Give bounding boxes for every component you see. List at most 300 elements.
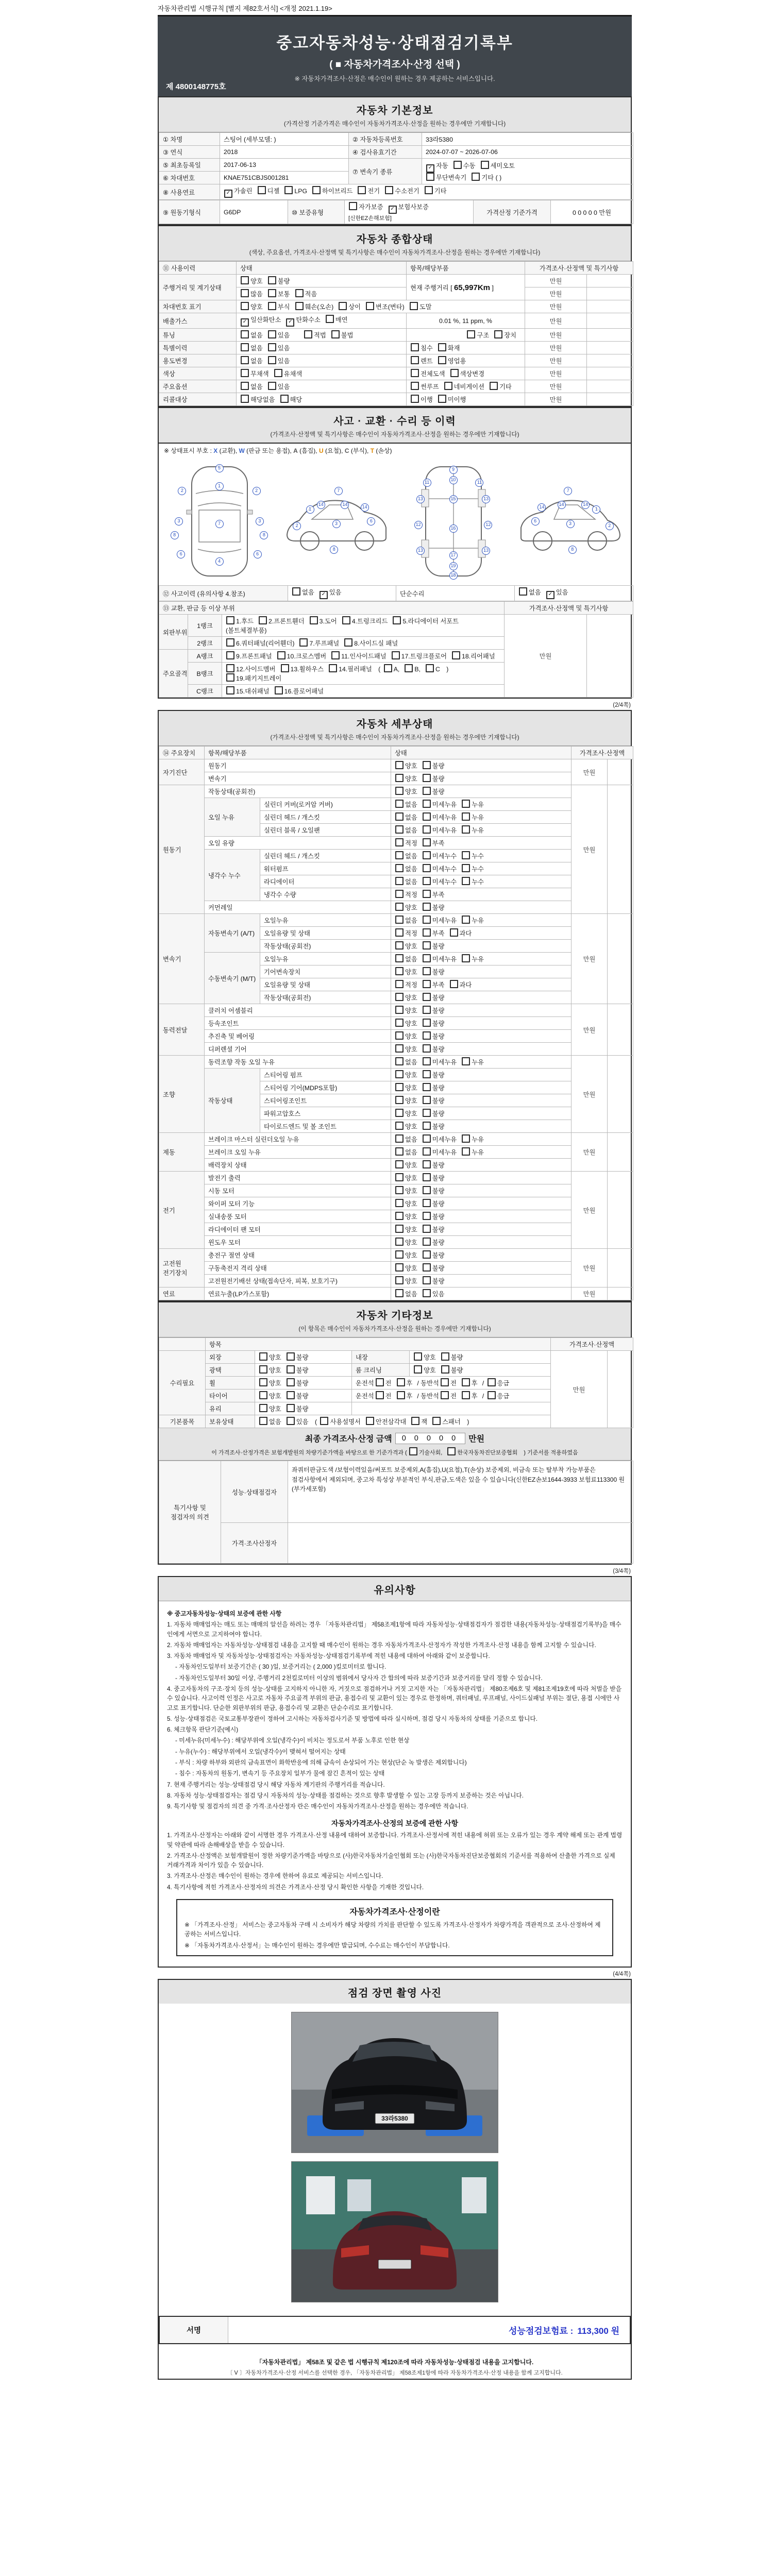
checkbox[interactable] bbox=[395, 1250, 404, 1259]
main-option-state[interactable] bbox=[237, 380, 407, 393]
state-options[interactable] bbox=[391, 1249, 572, 1262]
checkbox[interactable] bbox=[423, 1263, 431, 1272]
checkbox[interactable] bbox=[395, 993, 404, 1001]
checkbox[interactable] bbox=[295, 302, 304, 310]
fuel-options[interactable] bbox=[220, 184, 633, 200]
checkbox[interactable] bbox=[395, 890, 404, 898]
checkbox[interactable] bbox=[452, 651, 460, 659]
checkbox[interactable] bbox=[395, 1173, 404, 1181]
checkbox[interactable] bbox=[241, 330, 249, 338]
rankB-items-1[interactable] bbox=[226, 666, 377, 673]
rank1-items[interactable] bbox=[222, 615, 505, 637]
checkbox[interactable] bbox=[258, 186, 266, 194]
hold-item-options[interactable] bbox=[315, 1418, 470, 1426]
checkbox[interactable] bbox=[241, 356, 249, 364]
state-options[interactable] bbox=[391, 1017, 572, 1030]
checkbox[interactable] bbox=[395, 1019, 404, 1027]
checkbox[interactable]: ✓ bbox=[241, 318, 249, 327]
wheel-position-options[interactable] bbox=[352, 1377, 551, 1389]
rank2-items[interactable] bbox=[222, 637, 505, 650]
checkbox[interactable] bbox=[310, 616, 318, 624]
checkbox[interactable] bbox=[304, 330, 312, 338]
checkbox[interactable] bbox=[395, 903, 404, 911]
checkbox[interactable] bbox=[384, 664, 392, 672]
checkbox[interactable] bbox=[395, 1134, 404, 1143]
checkbox[interactable] bbox=[287, 1378, 295, 1386]
checkbox[interactable] bbox=[423, 825, 431, 834]
checkbox[interactable] bbox=[281, 664, 289, 672]
checkbox[interactable] bbox=[226, 616, 234, 624]
checkbox[interactable] bbox=[241, 302, 249, 310]
color-items[interactable] bbox=[407, 367, 525, 380]
checkbox[interactable] bbox=[462, 954, 470, 962]
checkbox[interactable] bbox=[423, 851, 431, 859]
checkbox[interactable] bbox=[423, 800, 431, 808]
state-options[interactable] bbox=[391, 1056, 572, 1069]
checkbox[interactable] bbox=[268, 330, 276, 338]
checkbox[interactable] bbox=[395, 1160, 404, 1168]
checkbox[interactable] bbox=[423, 774, 431, 782]
checkbox[interactable] bbox=[423, 890, 431, 898]
state-options[interactable] bbox=[391, 1287, 572, 1300]
checkbox[interactable] bbox=[494, 330, 502, 338]
checkbox[interactable] bbox=[259, 1391, 267, 1399]
checkbox[interactable] bbox=[366, 302, 374, 310]
state-options[interactable] bbox=[391, 1275, 572, 1287]
checkbox[interactable] bbox=[376, 1391, 384, 1399]
checkbox[interactable] bbox=[241, 369, 249, 377]
checkbox[interactable] bbox=[259, 1378, 267, 1386]
state-options[interactable] bbox=[391, 1197, 572, 1210]
checkbox[interactable] bbox=[395, 1057, 404, 1065]
checkbox[interactable] bbox=[423, 954, 431, 962]
checkbox[interactable] bbox=[395, 812, 404, 821]
checkbox[interactable] bbox=[447, 1447, 456, 1455]
checkbox[interactable] bbox=[411, 1417, 419, 1425]
rankA-items[interactable] bbox=[222, 650, 505, 663]
checkbox[interactable] bbox=[423, 941, 431, 950]
checkbox[interactable] bbox=[268, 382, 276, 390]
checkbox[interactable] bbox=[423, 1044, 431, 1053]
state-options[interactable] bbox=[391, 953, 572, 965]
checkbox[interactable] bbox=[423, 967, 431, 975]
checkbox[interactable] bbox=[241, 343, 249, 351]
checkbox[interactable] bbox=[423, 812, 431, 821]
checkbox[interactable]: ✓ bbox=[546, 591, 554, 599]
checkbox[interactable] bbox=[287, 1365, 295, 1374]
mileage-state-1[interactable] bbox=[237, 275, 407, 287]
checkbox[interactable] bbox=[462, 1147, 470, 1156]
warranty-type-value[interactable] bbox=[345, 200, 474, 224]
checkbox[interactable] bbox=[395, 1199, 404, 1207]
emission-state[interactable] bbox=[237, 313, 407, 329]
checkbox[interactable] bbox=[423, 903, 431, 911]
checkbox[interactable] bbox=[441, 1365, 449, 1374]
checkbox[interactable] bbox=[441, 1391, 449, 1399]
hold-options[interactable] bbox=[259, 1418, 313, 1426]
checkbox[interactable]: ✓ bbox=[320, 591, 328, 599]
state-options[interactable] bbox=[391, 901, 572, 914]
checkbox[interactable] bbox=[395, 864, 404, 872]
usage-change-state[interactable] bbox=[237, 354, 407, 367]
checkbox[interactable] bbox=[423, 1238, 431, 1246]
checkbox[interactable] bbox=[395, 916, 404, 924]
state-options[interactable] bbox=[391, 927, 572, 940]
checkbox[interactable] bbox=[410, 302, 418, 310]
rankB-pillar-options[interactable] bbox=[378, 666, 449, 673]
checkbox[interactable] bbox=[423, 1122, 431, 1130]
rankC-items[interactable] bbox=[222, 685, 505, 698]
checkbox[interactable] bbox=[423, 1147, 431, 1156]
checkbox[interactable] bbox=[393, 616, 401, 624]
rankB-items-2[interactable] bbox=[226, 673, 500, 683]
checkbox[interactable] bbox=[287, 1417, 295, 1425]
state-options[interactable] bbox=[255, 1364, 352, 1377]
checkbox[interactable] bbox=[423, 761, 431, 769]
checkbox[interactable] bbox=[414, 1352, 422, 1361]
checkbox[interactable] bbox=[462, 916, 470, 924]
checkbox[interactable] bbox=[395, 1289, 404, 1297]
checkbox[interactable] bbox=[423, 980, 431, 988]
state-options[interactable] bbox=[391, 940, 572, 953]
checkbox[interactable]: ✓ bbox=[389, 206, 397, 214]
checkbox[interactable] bbox=[462, 1057, 470, 1065]
checkbox[interactable] bbox=[395, 1147, 404, 1156]
checkbox[interactable] bbox=[423, 1225, 431, 1233]
checkbox[interactable] bbox=[423, 1019, 431, 1027]
checkbox[interactable] bbox=[472, 173, 480, 181]
checkbox[interactable] bbox=[395, 774, 404, 782]
checkbox[interactable] bbox=[268, 276, 276, 284]
checkbox[interactable] bbox=[226, 686, 234, 694]
checkbox[interactable] bbox=[423, 864, 431, 872]
state-options[interactable] bbox=[391, 1043, 572, 1056]
checkbox[interactable] bbox=[423, 1134, 431, 1143]
checkbox[interactable] bbox=[395, 928, 404, 937]
tuning-state[interactable] bbox=[237, 329, 407, 342]
checkbox[interactable] bbox=[423, 1070, 431, 1078]
checkbox[interactable] bbox=[490, 382, 498, 390]
checkbox[interactable] bbox=[423, 838, 431, 846]
checkbox[interactable] bbox=[329, 664, 337, 672]
checkbox[interactable] bbox=[426, 664, 434, 672]
state-options[interactable] bbox=[255, 1389, 352, 1402]
checkbox[interactable] bbox=[481, 161, 489, 169]
checkbox[interactable] bbox=[397, 1391, 405, 1399]
state-options[interactable] bbox=[391, 1236, 572, 1249]
checkbox[interactable] bbox=[395, 1122, 404, 1130]
checkbox[interactable] bbox=[241, 276, 249, 284]
checkbox[interactable] bbox=[423, 1006, 431, 1014]
checkbox[interactable] bbox=[405, 664, 413, 672]
accident-history-options[interactable] bbox=[288, 586, 396, 601]
checkbox[interactable] bbox=[462, 864, 470, 872]
checkbox[interactable] bbox=[395, 941, 404, 950]
checkbox[interactable] bbox=[395, 1070, 404, 1078]
checkbox[interactable] bbox=[414, 1365, 422, 1374]
checkbox[interactable] bbox=[342, 616, 350, 624]
state-options[interactable] bbox=[391, 1262, 572, 1275]
state-options[interactable] bbox=[391, 850, 572, 862]
checkbox[interactable] bbox=[395, 954, 404, 962]
state-options[interactable] bbox=[391, 1159, 572, 1172]
checkbox[interactable] bbox=[423, 787, 431, 795]
checkbox[interactable] bbox=[392, 651, 400, 659]
state-options[interactable] bbox=[391, 798, 572, 811]
state-options[interactable] bbox=[391, 811, 572, 824]
checkbox[interactable] bbox=[320, 1417, 328, 1425]
state-options[interactable] bbox=[391, 875, 572, 888]
state-options[interactable] bbox=[391, 1107, 572, 1120]
checkbox[interactable] bbox=[450, 980, 458, 988]
checkbox[interactable] bbox=[287, 1352, 295, 1361]
checkbox[interactable] bbox=[462, 1378, 470, 1386]
checkbox[interactable] bbox=[395, 1225, 404, 1233]
checkbox[interactable] bbox=[467, 330, 475, 338]
checkbox[interactable] bbox=[259, 1352, 267, 1361]
state-options[interactable] bbox=[255, 1402, 352, 1415]
checkbox[interactable] bbox=[462, 877, 470, 885]
checkbox[interactable] bbox=[519, 587, 527, 596]
checkbox[interactable] bbox=[411, 356, 419, 364]
checkbox[interactable] bbox=[423, 928, 431, 937]
recall-items[interactable] bbox=[407, 393, 525, 406]
recall-state[interactable] bbox=[237, 393, 407, 406]
checkbox[interactable] bbox=[423, 1250, 431, 1259]
checkbox[interactable] bbox=[462, 800, 470, 808]
state-options[interactable] bbox=[391, 824, 572, 837]
checkbox[interactable] bbox=[395, 1186, 404, 1194]
state-options[interactable] bbox=[391, 1210, 572, 1223]
checkbox[interactable] bbox=[395, 787, 404, 795]
state-options[interactable] bbox=[391, 1081, 572, 1094]
checkbox[interactable] bbox=[268, 343, 276, 351]
checkbox[interactable] bbox=[423, 1031, 431, 1040]
checkbox[interactable] bbox=[395, 800, 404, 808]
checkbox[interactable]: ✓ bbox=[224, 190, 232, 198]
checkbox[interactable] bbox=[411, 382, 419, 390]
checkbox[interactable] bbox=[259, 1404, 267, 1412]
checkbox[interactable] bbox=[395, 980, 404, 988]
special-history-items[interactable] bbox=[407, 342, 525, 354]
checkbox[interactable] bbox=[268, 356, 276, 364]
state-options[interactable] bbox=[391, 785, 572, 798]
state-options[interactable] bbox=[391, 1184, 572, 1197]
checkbox[interactable] bbox=[349, 202, 357, 210]
hold-options-cell[interactable] bbox=[255, 1415, 551, 1428]
checkbox[interactable] bbox=[423, 993, 431, 1001]
checkbox[interactable] bbox=[339, 302, 347, 310]
checkbox[interactable] bbox=[462, 825, 470, 834]
checkbox[interactable] bbox=[259, 1417, 267, 1425]
checkbox[interactable]: ✓ bbox=[426, 164, 434, 173]
checkbox[interactable] bbox=[423, 1083, 431, 1091]
state-options[interactable] bbox=[410, 1364, 551, 1377]
state-options[interactable] bbox=[391, 862, 572, 875]
state-options[interactable] bbox=[391, 1223, 572, 1236]
checkbox[interactable] bbox=[241, 382, 249, 390]
checkbox[interactable] bbox=[344, 638, 352, 647]
checkbox[interactable] bbox=[277, 651, 285, 659]
state-options[interactable] bbox=[391, 1030, 572, 1043]
checkbox[interactable] bbox=[376, 1378, 384, 1386]
checkbox[interactable] bbox=[268, 302, 276, 310]
checkbox[interactable] bbox=[395, 967, 404, 975]
checkbox[interactable] bbox=[423, 877, 431, 885]
checkbox[interactable] bbox=[432, 1417, 441, 1425]
checkbox[interactable] bbox=[395, 1083, 404, 1091]
state-options[interactable] bbox=[391, 1069, 572, 1081]
checkbox[interactable] bbox=[423, 1096, 431, 1104]
checkbox[interactable] bbox=[411, 343, 419, 351]
checkbox[interactable] bbox=[423, 1186, 431, 1194]
checkbox[interactable] bbox=[488, 1378, 496, 1386]
checkbox[interactable] bbox=[366, 1417, 374, 1425]
checkbox[interactable] bbox=[397, 1378, 405, 1386]
checkbox[interactable] bbox=[441, 1378, 449, 1386]
state-options[interactable] bbox=[391, 1120, 572, 1133]
document-title: 중고자동차성능·상태점검기록부 bbox=[276, 34, 513, 52]
checkbox[interactable] bbox=[423, 1109, 431, 1117]
state-options[interactable] bbox=[391, 1172, 572, 1184]
checkbox[interactable] bbox=[395, 1031, 404, 1040]
checkbox[interactable] bbox=[423, 1057, 431, 1065]
tuning-exist-options[interactable] bbox=[240, 332, 295, 339]
checkbox[interactable] bbox=[462, 812, 470, 821]
checkbox[interactable]: ✓ bbox=[286, 318, 294, 327]
checkbox[interactable] bbox=[438, 343, 446, 351]
checkbox[interactable] bbox=[450, 928, 458, 937]
state-options[interactable] bbox=[255, 1377, 352, 1389]
checkbox[interactable] bbox=[287, 1391, 295, 1399]
checkbox[interactable] bbox=[395, 761, 404, 769]
checkbox[interactable] bbox=[395, 1096, 404, 1104]
checkbox[interactable] bbox=[226, 673, 234, 682]
checkbox[interactable] bbox=[423, 1173, 431, 1181]
main-option-items[interactable] bbox=[407, 380, 525, 393]
checkbox[interactable] bbox=[395, 1212, 404, 1220]
state-options[interactable] bbox=[391, 1133, 572, 1146]
checkbox[interactable] bbox=[395, 1238, 404, 1246]
state-options[interactable] bbox=[391, 772, 572, 785]
tuning-legal-options[interactable] bbox=[304, 332, 358, 339]
checkbox[interactable] bbox=[462, 1134, 470, 1143]
checkbox[interactable] bbox=[331, 330, 340, 338]
checkbox[interactable] bbox=[326, 315, 334, 323]
checkbox[interactable] bbox=[274, 369, 282, 377]
checkbox[interactable] bbox=[226, 664, 234, 672]
state-options[interactable] bbox=[391, 991, 572, 1004]
checkbox[interactable] bbox=[268, 289, 276, 297]
transmission-options-2[interactable] bbox=[426, 173, 629, 182]
checkbox[interactable] bbox=[259, 616, 267, 624]
checkbox[interactable] bbox=[287, 1404, 295, 1412]
checkbox[interactable] bbox=[292, 587, 300, 596]
checkbox[interactable] bbox=[241, 289, 249, 297]
checkbox[interactable] bbox=[453, 161, 462, 169]
checkbox[interactable] bbox=[423, 1199, 431, 1207]
vin-mark-state[interactable] bbox=[237, 300, 525, 313]
checkbox[interactable] bbox=[284, 186, 293, 194]
checkbox[interactable] bbox=[395, 1006, 404, 1014]
usage-change-items[interactable] bbox=[407, 354, 525, 367]
checkbox[interactable] bbox=[426, 173, 434, 181]
checkbox[interactable] bbox=[423, 1276, 431, 1284]
checkbox[interactable] bbox=[226, 638, 234, 647]
checkbox[interactable] bbox=[411, 369, 419, 377]
state-options[interactable] bbox=[391, 1004, 572, 1017]
checkbox[interactable] bbox=[462, 1391, 470, 1399]
checkbox[interactable] bbox=[462, 851, 470, 859]
checkbox[interactable] bbox=[275, 686, 283, 694]
checkbox[interactable] bbox=[423, 916, 431, 924]
state-options[interactable] bbox=[391, 978, 572, 991]
checkbox[interactable] bbox=[395, 851, 404, 859]
state-options[interactable] bbox=[391, 1146, 572, 1159]
state-options[interactable] bbox=[391, 1094, 572, 1107]
checkbox[interactable] bbox=[438, 356, 446, 364]
checkbox[interactable] bbox=[295, 289, 304, 297]
state-options[interactable] bbox=[255, 1351, 352, 1364]
state-options[interactable] bbox=[391, 914, 572, 927]
mileage-state-2[interactable] bbox=[237, 287, 407, 300]
checkbox[interactable] bbox=[395, 1276, 404, 1284]
state-options[interactable] bbox=[391, 759, 572, 772]
checkbox[interactable] bbox=[385, 186, 393, 194]
checkbox[interactable] bbox=[241, 395, 249, 403]
checkbox[interactable] bbox=[409, 1447, 417, 1455]
checkbox[interactable] bbox=[226, 651, 234, 659]
checkbox[interactable] bbox=[425, 186, 433, 194]
checkbox[interactable] bbox=[395, 1109, 404, 1117]
checkbox[interactable] bbox=[423, 1212, 431, 1220]
checkbox[interactable] bbox=[395, 877, 404, 885]
checkbox[interactable] bbox=[331, 651, 340, 659]
special-history-state[interactable] bbox=[237, 342, 407, 354]
checkbox[interactable] bbox=[438, 395, 446, 403]
checkbox[interactable] bbox=[312, 186, 321, 194]
tuning-items[interactable] bbox=[407, 329, 525, 342]
checkbox[interactable] bbox=[299, 638, 308, 647]
tire-position-options[interactable] bbox=[352, 1389, 551, 1402]
checkbox[interactable] bbox=[444, 382, 452, 390]
checkbox[interactable] bbox=[395, 825, 404, 834]
simple-repair-options[interactable] bbox=[515, 586, 633, 601]
color-state[interactable] bbox=[237, 367, 407, 380]
checkbox[interactable] bbox=[411, 395, 419, 403]
checkbox[interactable] bbox=[423, 1160, 431, 1168]
checkbox[interactable] bbox=[423, 1289, 431, 1297]
checkbox[interactable] bbox=[259, 1365, 267, 1374]
warranty-options[interactable] bbox=[348, 204, 433, 211]
transmission-options-1[interactable] bbox=[426, 161, 629, 173]
state-options[interactable] bbox=[391, 837, 572, 850]
state-options[interactable] bbox=[410, 1351, 551, 1364]
state-options[interactable] bbox=[391, 965, 572, 978]
transmission-value[interactable] bbox=[422, 159, 633, 184]
checkbox[interactable] bbox=[450, 369, 459, 377]
checkbox[interactable] bbox=[441, 1352, 449, 1361]
state-options[interactable] bbox=[391, 888, 572, 901]
checkbox[interactable] bbox=[395, 1263, 404, 1272]
rankB-items[interactable] bbox=[222, 663, 505, 685]
checkbox[interactable] bbox=[280, 395, 289, 403]
checkbox[interactable] bbox=[395, 1044, 404, 1053]
checkbox[interactable] bbox=[358, 186, 366, 194]
final-note-options[interactable] bbox=[409, 1450, 522, 1456]
checkbox[interactable] bbox=[395, 838, 404, 846]
checkbox[interactable] bbox=[488, 1391, 496, 1399]
